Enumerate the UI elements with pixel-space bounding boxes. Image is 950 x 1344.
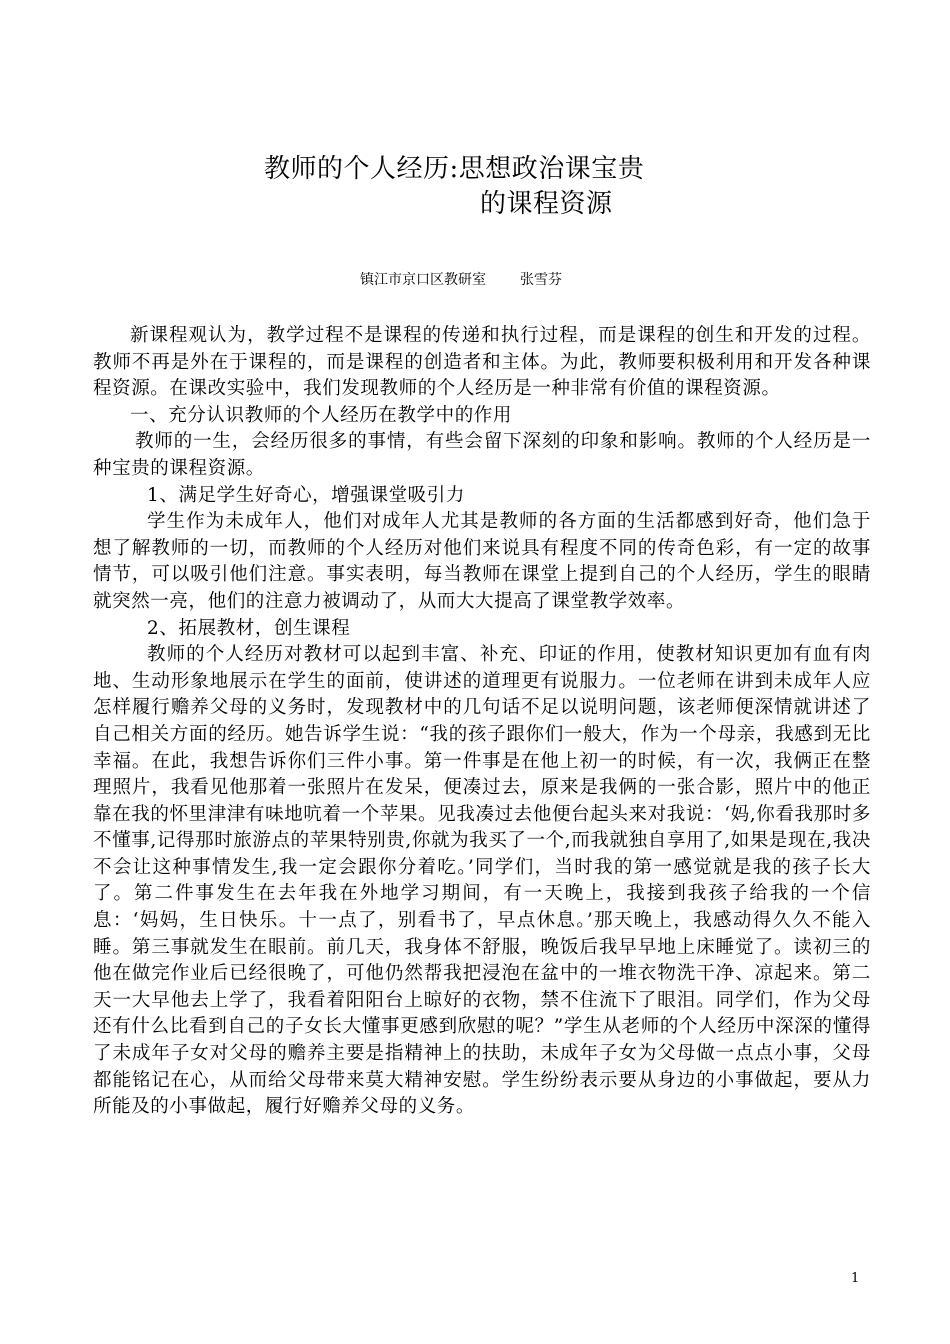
document-body xyxy=(93,323,871,1121)
title-line-1: 教师的个人经历:思想政治课宝贵 xyxy=(264,154,645,184)
paragraph-intro: 新课程观认为，教学过程不是课程的传递和执行过程，而是课程的创生和开发的过程。教师不再是外在于课程的，而是课程的创造者和主体。为此，教师要积极利用和开发各种课程资源。在课改实验中，我们发现教师的个人经历是一种非常有价值的课程资源。 xyxy=(93,325,871,400)
paragraph-section-1: 教师的一生，会经历很多的事情，有些会留下深刻的印象和影响。教师的个人经历是一种宝贵的课程资源。 xyxy=(93,431,871,479)
paragraph-subsection-2: 教师的个人经历对教材可以起到丰富、补充、印证的作用，使教材知识更加有血有肉地、生动形象地展示在学生的面前，使讲述的道理更有说服力。一位老师在讲到未成年人应怎样履行赡养父母的义务时，发现教材中的几句话不足以说明问题，该老师便深情就讲述了自己相关方面的经历。她告诉学生说：“我的孩子跟你们一般大，作为一个母亲，我感到无比幸福。在此，我想告诉你们三件小事。第一件事是在他上初一的时候，有一次，我俩正在整理照片，我看见他那着一张照片在发呆，便凑过去，原来是我俩的一张合影，照片中的他正靠在我的怀里津津有味地吭着一个苹果。见我凑过去他便台起头来对我说：‘妈,你看我那时多不懂事,记得那时旅游点的苹果特别贵,你就为我买了一个,而我就独自享用了,如果是现在,我决不会让这种事情发生,我一定会跟你分着吃。’同学们，当时我的第一感觉就是我的孩子长大了。第二件事发生在去年我在外地学习期间，有一天晚上，我接到我孩子给我的一个信息：‘妈妈，生日快乐。十一点了，别看书了，早点休息。’那天晚上，我感动得久久不能入睡。第三事就发生在眼前。前几天，我身体不舒服，晚饭后我早早地上床睡觉了。读初三的他在做完作业后已经很晚了，可他仍然帮我把浸泡在盆中的一堆衣物洗干净、凉起来。第二天一大早他去上学了，我看着阳阳台上晾好的衣物，禁不住流下了眼泪。同学们，作为父母还有什么比看到自己的子女长大懂事更感到欣慰的呢？”学生从老师的个人经历中深深的懂得了未成年子女对父母的赡养主要是指精神上的扶助，未成年子女为父母做一点点小事，父母都能铭记在心，从而给父母带来莫大精神安慰。学生纷纷表示要从身边的小事做起，要从力所能及的小事做起，履行好赡养父母的义务。 xyxy=(93,644,871,1118)
author-line xyxy=(360,270,562,290)
page-number: 1 xyxy=(851,1271,860,1286)
subheading-2: 2、拓展教材，创生课程 xyxy=(147,617,351,639)
subheading-1: 1、满足学生好奇心，增强课堂吸引力 xyxy=(147,484,465,506)
paragraph-subsection-1: 学生作为未成年人，他们对成年人尤其是教师的各方面的生活都感到好奇，他们急于想了解教师的一切，而教师的个人经历对他们来说具有程度不同的传奇色彩，有一定的故事情节，可以吸引他们注意。事实表明，每当教师在课堂上提到自己的个人经历，学生的眼睛就突然一亮，他们的注意力被调动了，从而大大提高了课堂教学效率。 xyxy=(93,511,871,612)
author-organization: 镇江市京口区教研室 xyxy=(360,272,486,288)
author-name: 张雪芬 xyxy=(520,272,562,288)
title-line-2: 的课程资源 xyxy=(480,189,613,219)
section-heading-1: 一、充分认识教师的个人经历在教学中的作用 xyxy=(130,404,513,426)
